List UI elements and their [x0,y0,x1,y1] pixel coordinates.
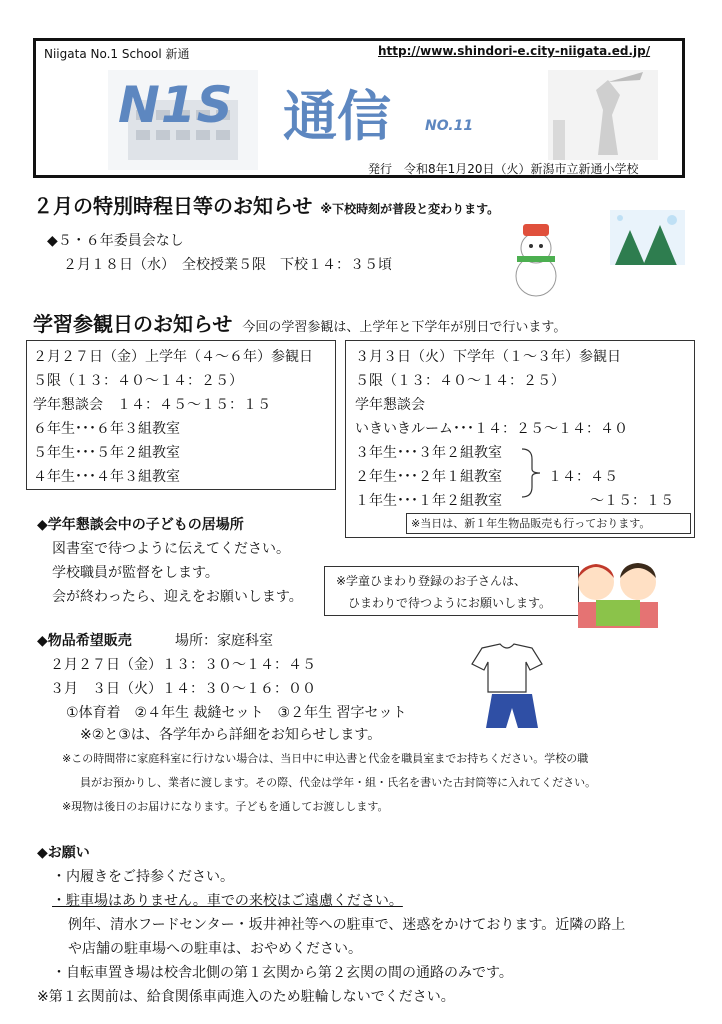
request-line: ・自転車置き場は校舎北側の第１玄関から第２玄関の間の通路のみです。 [52,965,513,981]
bracket-icon [520,447,544,499]
section1-heading [33,192,499,223]
children-reading-icon [568,558,668,630]
sales-items-note: ※②と③は、各学年から詳細をお知らせします。 [80,727,382,743]
lower-line: ３月３日（火）下学年（１～３年）参観日 [355,349,621,365]
lower-room: ２年生･･･２年１組教室 [355,469,502,485]
lower-room: ３年生･･･３年２組教室 [355,445,502,461]
lower-line: 学年懇談会 [355,397,425,413]
request-line: ・内履きをご持参ください。 [52,869,234,885]
section1-item: ◆５・６年委員会なし [47,233,184,249]
section1-title: ２月の特別時程日等のお知らせ [33,194,313,218]
school-url-link[interactable]: http://www.shindori-e.city-niigata.ed.jp/ [378,44,651,58]
issue-line: 発行 令和8年1月20日（火）新潟市立新通小学校 [368,162,639,176]
sales-items: ①体育着 ②４年生 裁縫セット ③２年生 習字セット [66,705,407,721]
request-line-parking: ・駐車場はありません。車での来校はご遠慮ください。 [52,893,403,909]
lower-time-start: １４：４５ [548,469,618,485]
children-line: 図書室で待つように伝えてください。 [52,541,290,557]
statue-photo [548,70,658,160]
children-line: 学校職員が監督をします。 [52,565,219,581]
upper-line: ５限（１３：４０～１４：２５） [33,373,243,389]
upper-line: ２月２７日（金）上学年（４～６年）参観日 [33,349,313,365]
sales-date: ２月２７日（金）１３：３０～１４：４５ [50,657,316,673]
section1-note: ※下校時刻が普段と変わります。 [320,202,500,216]
requests-title: ◆お願い [37,845,90,861]
section1-detail: ２月１８日（水） 全校授業５限 下校１４：３５頃 [63,257,392,273]
section2-title: 学習参観日のお知らせ [33,312,233,336]
lower-line: ５限（１３：４０～１４：２５） [355,373,565,389]
children-line: 会が終わったら、迎えをお願いします。 [52,589,303,605]
snowman-icon [505,218,567,298]
upper-line: ４年生･･･４年３組教室 [33,469,180,485]
upper-line: ６年生･･･６年３組教室 [33,421,180,437]
request-line: や店舗の駐車場への駐車は、おやめください。 [68,941,362,957]
newsletter-title: 通信 [283,85,391,148]
sales-note: ※現物は後日のお届けになります。子どもを通してお渡しします。 [62,800,389,813]
gym-clothes-icon [462,640,552,732]
himawari-line: ※学童ひまわり登録のお子さんは、 [336,574,527,588]
lower-room: １年生･･･１年２組教室 [355,493,502,509]
section2-note: 今回の学習参観は、上学年と下学年が別日で行います。 [242,320,567,335]
section2-heading [33,310,566,342]
winter-tree-icon [610,210,685,278]
lower-time-end: ～１５：１５ [590,493,674,509]
upper-line: 学年懇談会 １４：４５～１５：１５ [33,397,271,413]
sales-title: ◆物品希望販売 [37,633,132,649]
school-tag: Niigata No.1 School 新通 [44,47,190,61]
sales-note: ※この時間帯に家庭科室に行けない場合は、当日中に申込書と代金を職員室までお持ちください。学校の職 [62,752,589,765]
request-line: 例年、清水フードセンター・坂井神社等への駐車で、迷惑をかけております。近隣の路上 [68,917,626,933]
lower-line: いきいきルーム･･･１４：２５～１４：４０ [355,421,628,437]
children-title: ◆学年懇談会中の子どもの居場所 [37,517,244,533]
request-line: ※第１玄関前は、給食関係車両進入のため駐輪しないでください。 [37,989,455,1005]
sales-note: 員がお預かりし、業者に渡します。その際、代金は学年・組・氏名を書いた古封筒等に入れてください。 [80,776,597,789]
upper-line: ５年生･･･５年２組教室 [33,445,180,461]
issue-number: NO.11 [425,118,474,134]
himawari-line: ひまわりで待つようにお願いします。 [348,596,552,610]
sales-place: 場所：家庭科室 [175,633,273,649]
logo-text: N1S [118,76,234,134]
sales-date: ３月 ３日（火）１４：３０～１６：００ [50,681,316,697]
lower-note: ※当日は、新１年生物品販売も行っております。 [406,513,691,534]
